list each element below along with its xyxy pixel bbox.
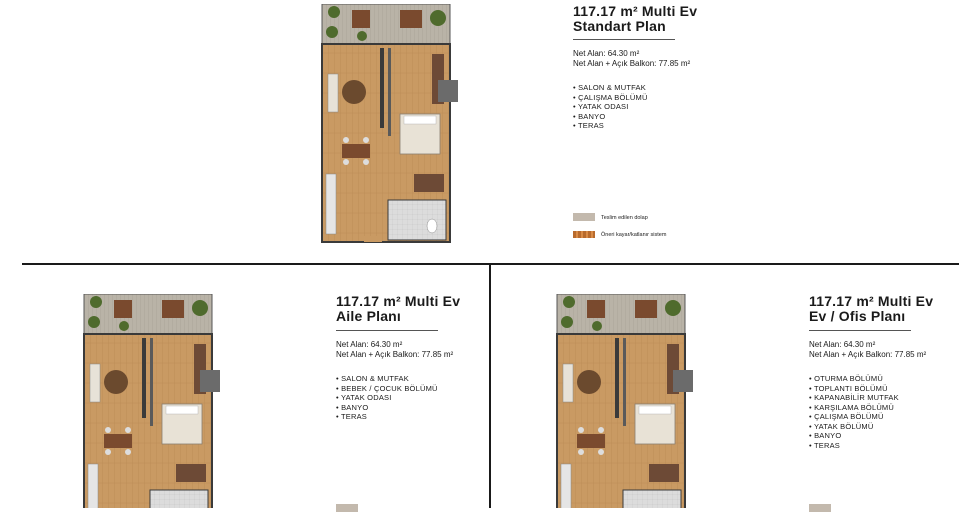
feature-item: • YATAK BÖLÜMÜ (809, 421, 874, 431)
standart-features (573, 83, 648, 131)
feature-item: • TERAS (336, 412, 367, 421)
feature-item: • TERAS (573, 121, 604, 130)
ofis-title-line2: Ev / Ofis Planı (809, 308, 906, 324)
feature-item: • OTURMA BÖLÜMÜ (809, 374, 883, 383)
aile-title-line2: Aile Planı (336, 308, 402, 324)
floorplan-aile (82, 294, 222, 508)
feature-item: • BANYO (336, 402, 369, 412)
standart-rule (573, 39, 675, 40)
standart-title (573, 4, 697, 34)
legend-closet-swatch (573, 213, 595, 221)
legend-system-label: Öneri kayar/katlanır sistem (601, 232, 667, 238)
feature-item: • ÇALIŞMA BÖLÜMÜ (573, 92, 648, 102)
feature-item: • TOPLANTI BÖLÜMÜ (809, 383, 888, 393)
legend-system-swatch (573, 231, 595, 238)
feature-item: • BANYO (809, 431, 842, 440)
section-divider-vertical (489, 263, 491, 508)
ofis-title (809, 294, 933, 324)
standart-title-line2: Standart Plan (573, 18, 666, 34)
aile-area (336, 340, 453, 360)
floorplan-ofis (555, 294, 695, 508)
feature-item: • TERAS (809, 440, 840, 450)
feature-item: • BANYO (573, 111, 606, 121)
standart-net-area-balcony: Net Alan + Açık Balkon: 77.85 m² (573, 59, 691, 68)
ofis-features (809, 374, 899, 450)
aile-net-area: Net Alan: 64.30 m² (336, 340, 403, 349)
aile-features (336, 374, 438, 422)
feature-item: • SALON & MUTFAK (336, 374, 409, 383)
legend-closet-swatch (336, 504, 358, 512)
aile-rule (336, 330, 438, 331)
standart-net-area: Net Alan: 64.30 m² (573, 49, 640, 58)
feature-item: • YATAK ODASI (336, 393, 392, 402)
floorplan-standart (320, 4, 460, 244)
standart-area (573, 49, 690, 69)
feature-item: • SALON & MUTFAK (573, 83, 646, 92)
feature-item: • BEBEK / ÇOCUK BÖLÜMÜ (336, 383, 438, 393)
ofis-rule (809, 330, 911, 331)
legend-closet-label: Teslim edilen dolap (601, 215, 648, 221)
aile-net-area-balcony: Net Alan + Açık Balkon: 77.85 m² (336, 350, 454, 359)
ofis-title-line1: 117.17 m² Multi Ev (809, 293, 934, 309)
feature-item: • KARŞILAMA BÖLÜMÜ (809, 402, 894, 412)
feature-item: • ÇALIŞMA BÖLÜMÜ (809, 412, 884, 421)
ofis-net-area-balcony: Net Alan + Açık Balkon: 77.85 m² (809, 350, 927, 359)
ofis-net-area: Net Alan: 64.30 m² (809, 340, 876, 349)
feature-item: • KAPANABİLİR MUTFAK (809, 393, 899, 402)
aile-title-line1: 117.17 m² Multi Ev (336, 293, 461, 309)
ofis-area (809, 340, 926, 360)
feature-item: • YATAK ODASI (573, 102, 629, 111)
standart-title-line1: 117.17 m² Multi Ev (573, 3, 698, 19)
aile-title (336, 294, 460, 324)
legend-closet-swatch (809, 504, 831, 512)
